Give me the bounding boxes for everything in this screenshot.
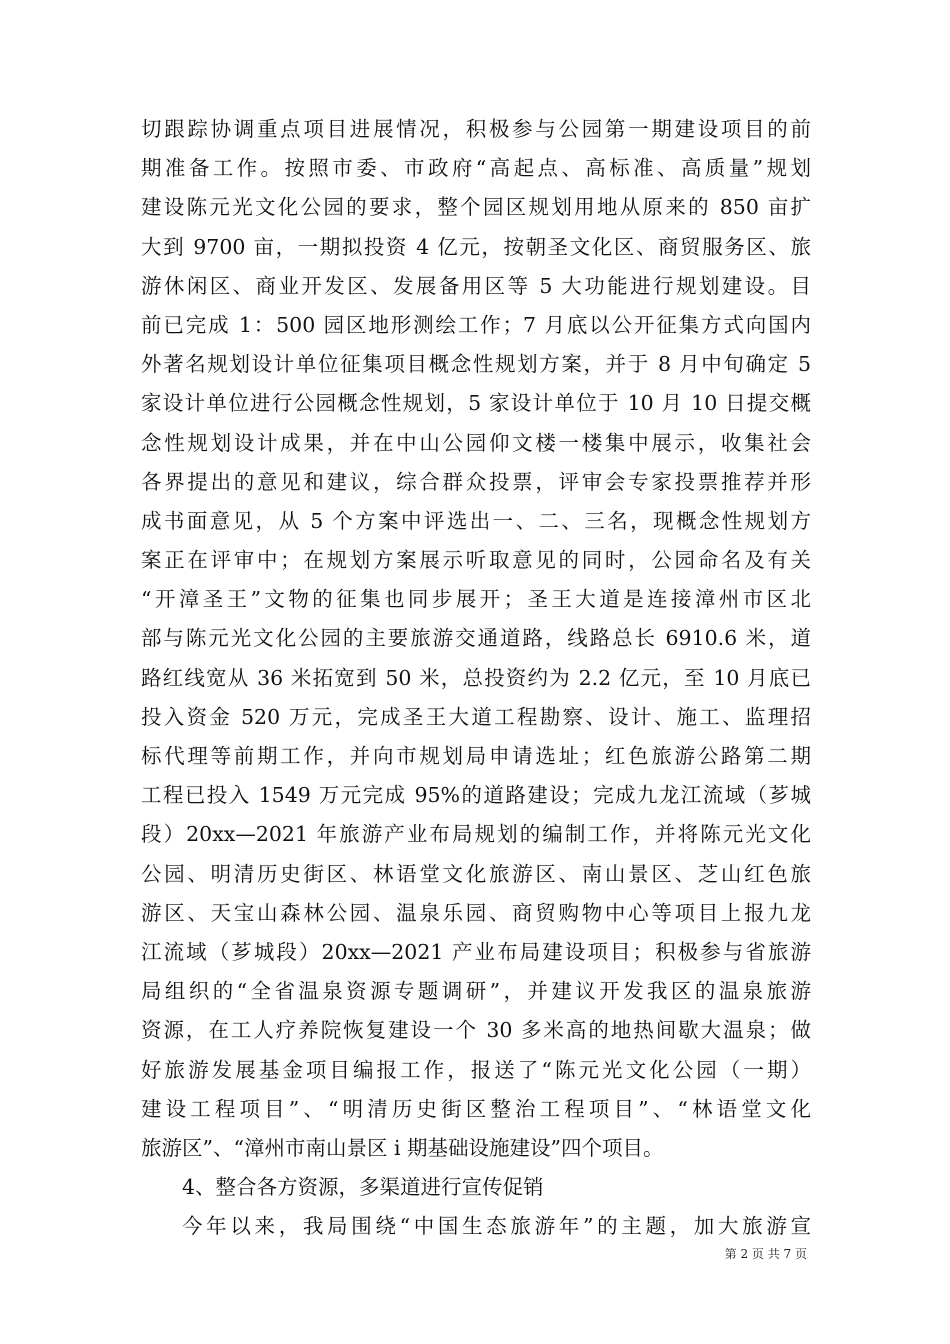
text-line: 案正在评审中；在规划方案展示听取意见的同时，公园命名及有关 [141, 548, 811, 573]
text-line: 大到 9700 亩，一期拟投资 4 亿元，按朝圣文化区、商贸服务区、旅 [141, 234, 811, 259]
text-line: 建设陈元光文化公园的要求，整个园区规划用地从原来的 850 亩扩 [141, 195, 811, 220]
text-line: 前已完成 1：500 园区地形测绘工作；7 月底以公开征集方式向国内 [141, 312, 811, 337]
section-heading: 4、整合各方资源，多渠道进行宣传促销 [182, 1175, 544, 1200]
text-line: 标代理等前期工作，并向市规划局申请选址；红色旅游公路第二期 [141, 744, 811, 768]
text-line: 资源，在工人疗养院恢复建设一个 30 多米高的地热间歇大温泉；做 [141, 1018, 811, 1043]
text-line: 念性规划设计成果，并在中山公园仰文楼一楼集中展示，收集社会 [141, 430, 811, 455]
text-line: 好旅游发展基金项目编报工作，报送了“陈元光文化公园（一期） [141, 1057, 811, 1082]
page-number-footer: 第 2 页 共 7 页 [724, 1247, 807, 1261]
text-line: 切跟踪协调重点项目进展情况，积极参与公园第一期建设项目的前 [141, 117, 811, 141]
text-line: 建设工程项目”、“明清历史街区整治工程项目”、“林语堂文化 [141, 1096, 811, 1121]
text-line: 投入资金 520 万元，完成圣王大道工程勘察、设计、施工、监理招 [141, 704, 811, 729]
text-line: 江流域（芗城段）20xx—2021 产业布局建设项目；积极参与省旅游 [141, 939, 811, 964]
paragraph-first-line: 今年以来，我局围绕“中国生态旅游年”的主题，加大旅游宣 [182, 1214, 811, 1239]
paragraph-last-line: 旅游区”、“漳州市南山景区 i 期基础设施建设”四个项目。 [141, 1135, 664, 1160]
text-line: 路红线宽从 36 米拓宽到 50 米，总投资约为 2.2 亿元，至 10 月底已 [141, 665, 811, 690]
text-line: 家设计单位进行公园概念性规划，5 家设计单位于 10 月 10 日提交概 [141, 391, 811, 416]
text-line: 段）20xx—2021 年旅游产业布局规划的编制工作，并将陈元光文化 [141, 822, 811, 847]
text-line: 工程已投入 1549 万元完成 95%的道路建设；完成九龙江流域（芗城 [141, 783, 811, 808]
text-line: 局组织的“全省温泉资源专题调研”，并建议开发我区的温泉旅游 [141, 979, 811, 1004]
text-line: “开漳圣王”文物的征集也同步展开；圣王大道是连接漳州市区北 [141, 587, 811, 612]
text-line: 游休闲区、商业开发区、发展备用区等 5 大功能进行规划建设。目 [141, 273, 811, 298]
text-line: 各界提出的意见和建议，综合群众投票，评审会专家投票推荐并形 [141, 469, 811, 494]
text-line: 部与陈元光文化公园的主要旅游交通道路，线路总长 6910.6 米，道 [141, 626, 811, 651]
text-line: 成书面意见，从 5 个方案中评选出一、二、三名，现概念性规划方 [141, 508, 811, 533]
text-line: 公园、明清历史街区、林语堂文化旅游区、南山景区、芝山红色旅 [141, 861, 811, 886]
text-line: 期准备工作。按照市委、市政府“高起点、高标准、高质量”规划 [141, 156, 811, 181]
text-line: 游区、天宝山森林公园、温泉乐园、商贸购物中心等项目上报九龙 [141, 900, 811, 925]
body-text [141, 110, 811, 1246]
text-line: 外著名规划设计单位征集项目概念性规划方案，并于 8 月中旬确定 5 [141, 352, 811, 377]
